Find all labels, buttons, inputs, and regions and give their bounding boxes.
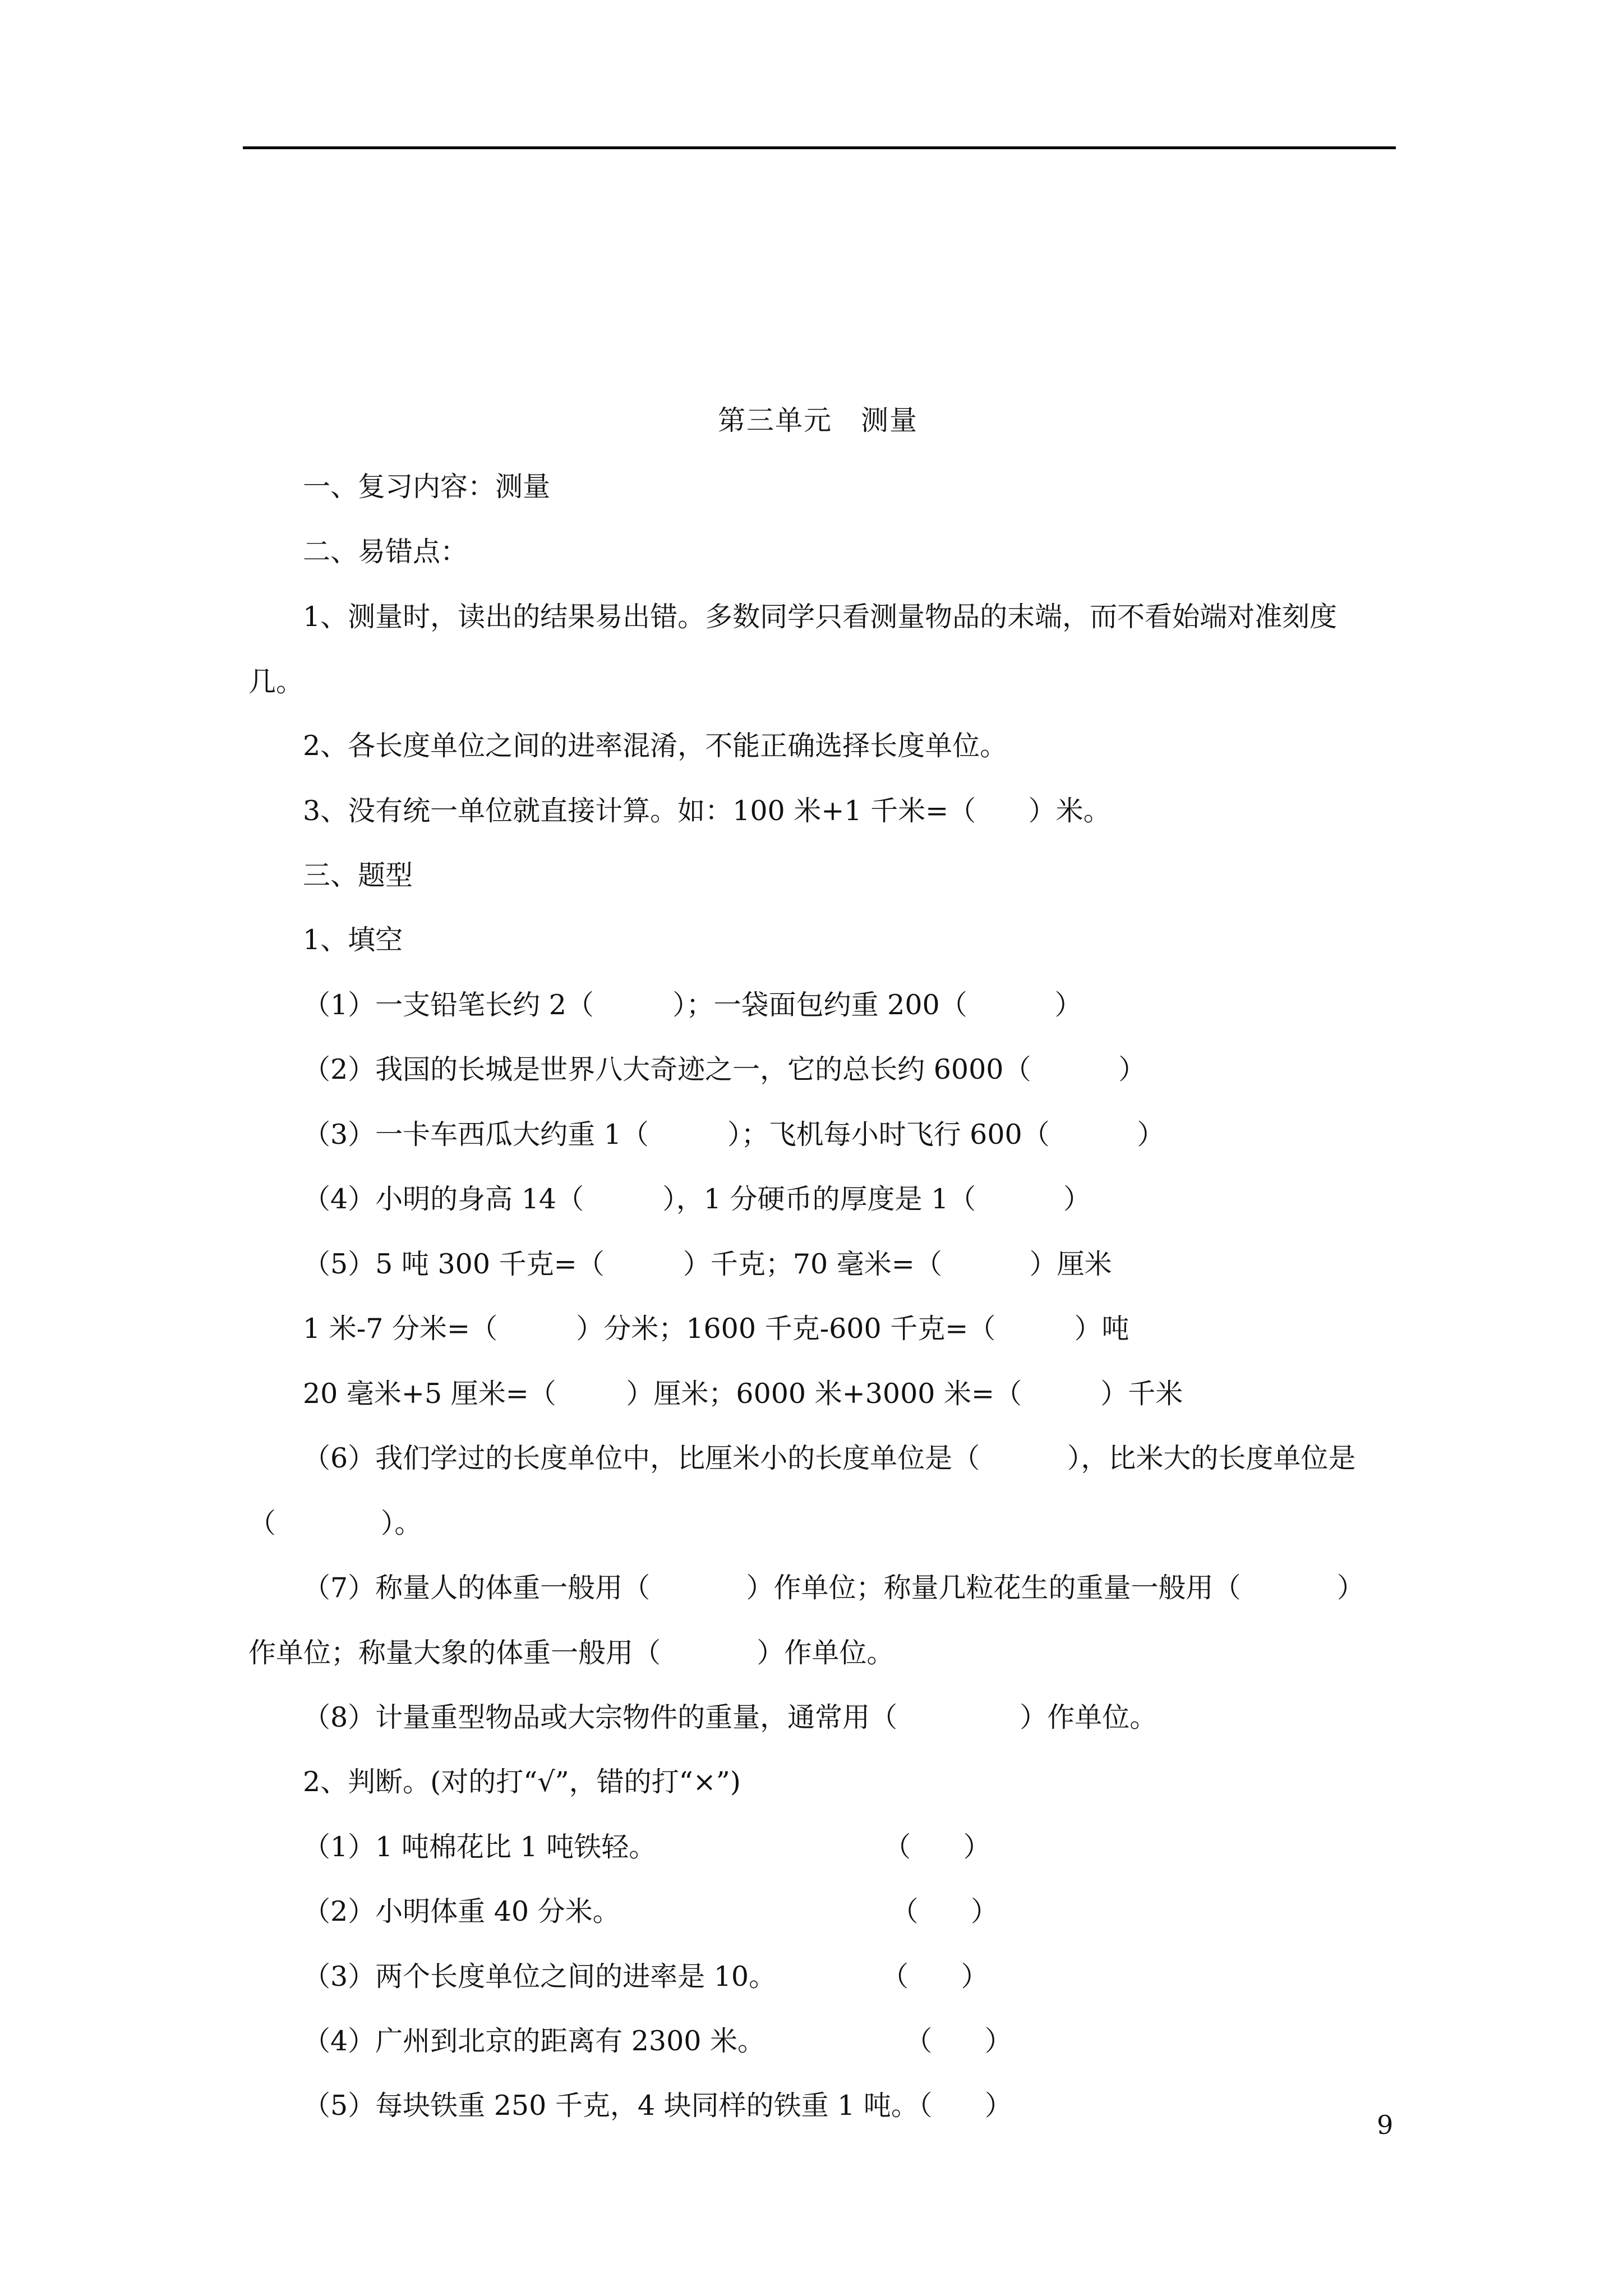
pitfall-2: 2、各长度单位之间的进率混淆，不能正确选择长度单位。 bbox=[303, 730, 1008, 762]
fill-question-2: （2）我国的长城是世界八大奇迹之一，它的总长约 6000（ ） bbox=[303, 1053, 1146, 1085]
pitfalls-heading: 二、易错点： bbox=[303, 536, 468, 568]
fill-question-8: （8）计量重型物品或大宗物件的重量，通常用（ ）作单位。 bbox=[303, 1701, 1158, 1733]
judge-heading: 2、判断。(对的打“√”，错的打“×”) bbox=[303, 1766, 741, 1798]
section-title: 第三单元 测量 bbox=[718, 404, 919, 436]
judge-question-2: （2）小明体重 40 分米。 （ ） bbox=[303, 1895, 998, 1927]
pitfall-1-line1: 1、测量时，读出的结果易出错。多数同学只看测量物品的末端，而不看始端对准刻度 bbox=[303, 601, 1338, 633]
fill-question-6-line1: （6）我们学过的长度单位中，比厘米小的长度单位是（ ），比米大的长度单位是 bbox=[303, 1442, 1356, 1474]
header-rule bbox=[243, 146, 1396, 149]
fill-question-5c: 20 毫米+5 厘米=（ ）厘米；6000 米+3000 米=（ ）千米 bbox=[303, 1378, 1183, 1410]
page-number: 9 bbox=[1377, 2110, 1394, 2140]
fill-question-7-line1: （7）称量人的体重一般用（ ）作单位；称量几粒花生的重量一般用（ ） bbox=[303, 1572, 1364, 1604]
fill-question-4: （4）小明的身高 14（ ），1 分硬币的厚度是 1（ ） bbox=[303, 1183, 1091, 1215]
pitfall-3: 3、没有统一单位就直接计算。如：100 米+1 千米=（ ）米。 bbox=[303, 795, 1111, 827]
fill-question-5: （5）5 吨 300 千克=（ ）千克；70 毫米=（ ）厘米 bbox=[303, 1248, 1112, 1280]
fill-heading: 1、填空 bbox=[303, 924, 403, 956]
fill-question-5b: 1 米-7 分米=（ ）分米；1600 千克-600 千克=（ ）吨 bbox=[303, 1313, 1129, 1345]
judge-question-3: （3）两个长度单位之间的进率是 10。 （ ） bbox=[303, 1961, 989, 1993]
fill-question-7-line2: 作单位；称量大象的体重一般用（ ）作单位。 bbox=[248, 1637, 895, 1669]
fill-question-1: （1）一支铅笔长约 2（ ）；一袋面包约重 200（ ） bbox=[303, 989, 1082, 1021]
pitfall-1-line2: 几。 bbox=[248, 666, 304, 698]
judge-question-5: （5）每块铁重 250 千克，4 块同样的铁重 1 吨。（ ） bbox=[303, 2090, 1012, 2122]
review-content: 一、复习内容：测量 bbox=[303, 471, 551, 503]
types-heading: 三、题型 bbox=[303, 859, 413, 891]
fill-question-3: （3）一卡车西瓜大约重 1（ ）；飞机每小时飞行 600（ ） bbox=[303, 1119, 1165, 1151]
judge-question-4: （4）广州到北京的距离有 2300 米。 （ ） bbox=[303, 2025, 1012, 2057]
judge-question-1: （1）1 吨棉花比 1 吨铁轻。 （ ） bbox=[303, 1831, 991, 1863]
fill-question-6-line2: （ ）。 bbox=[248, 1507, 422, 1539]
